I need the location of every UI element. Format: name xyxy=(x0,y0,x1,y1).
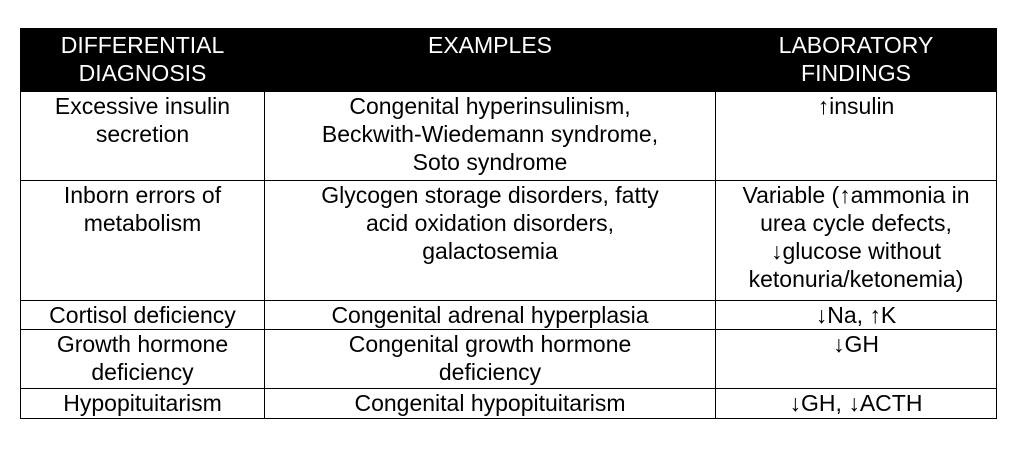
examples-cell: Congenital growth hormone deficiency xyxy=(265,330,716,389)
table-body xyxy=(21,92,997,419)
examples-cell: Glycogen storage disorders, fatty acid oxidation disorders, galactosemia xyxy=(265,181,716,301)
findings-cell: ↓GH xyxy=(716,330,997,389)
header-laboratory-findings: LABORATORY FINDINGS xyxy=(716,29,997,92)
table-row xyxy=(21,181,997,301)
table-header xyxy=(21,29,997,92)
examples-cell: Congenital adrenal hyperplasia xyxy=(265,301,716,330)
table-row xyxy=(21,389,997,419)
header-examples: EXAMPLES xyxy=(265,29,716,92)
differential-diagnosis-table xyxy=(20,28,997,419)
diagnosis-cell: Cortisol deficiency xyxy=(21,301,265,330)
findings-cell: ↓GH, ↓ACTH xyxy=(716,389,997,419)
examples-cell: Congenital hyperinsulinism, Beckwith-Wiedemann syndrome, Soto syndrome xyxy=(265,92,716,181)
table-row xyxy=(21,92,997,181)
diagnosis-cell: Hypopituitarism xyxy=(21,389,265,419)
header-differential-diagnosis: DIFFERENTIAL DIAGNOSIS xyxy=(21,29,265,92)
findings-cell: ↑insulin xyxy=(716,92,997,181)
table-row xyxy=(21,330,997,389)
examples-cell: Congenital hypopituitarism xyxy=(265,389,716,419)
diagnosis-cell: Inborn errors of metabolism xyxy=(21,181,265,301)
differential-diagnosis-table-container xyxy=(20,28,996,419)
diagnosis-cell: Growth hormone deficiency xyxy=(21,330,265,389)
findings-cell: ↓Na, ↑K xyxy=(716,301,997,330)
header-row xyxy=(21,29,997,92)
table-row xyxy=(21,301,997,330)
diagnosis-cell: Excessive insulin secretion xyxy=(21,92,265,181)
findings-cell: Variable (↑ammonia in urea cycle defects, ↓glucose without ketonuria/ketonemia) xyxy=(716,181,997,301)
